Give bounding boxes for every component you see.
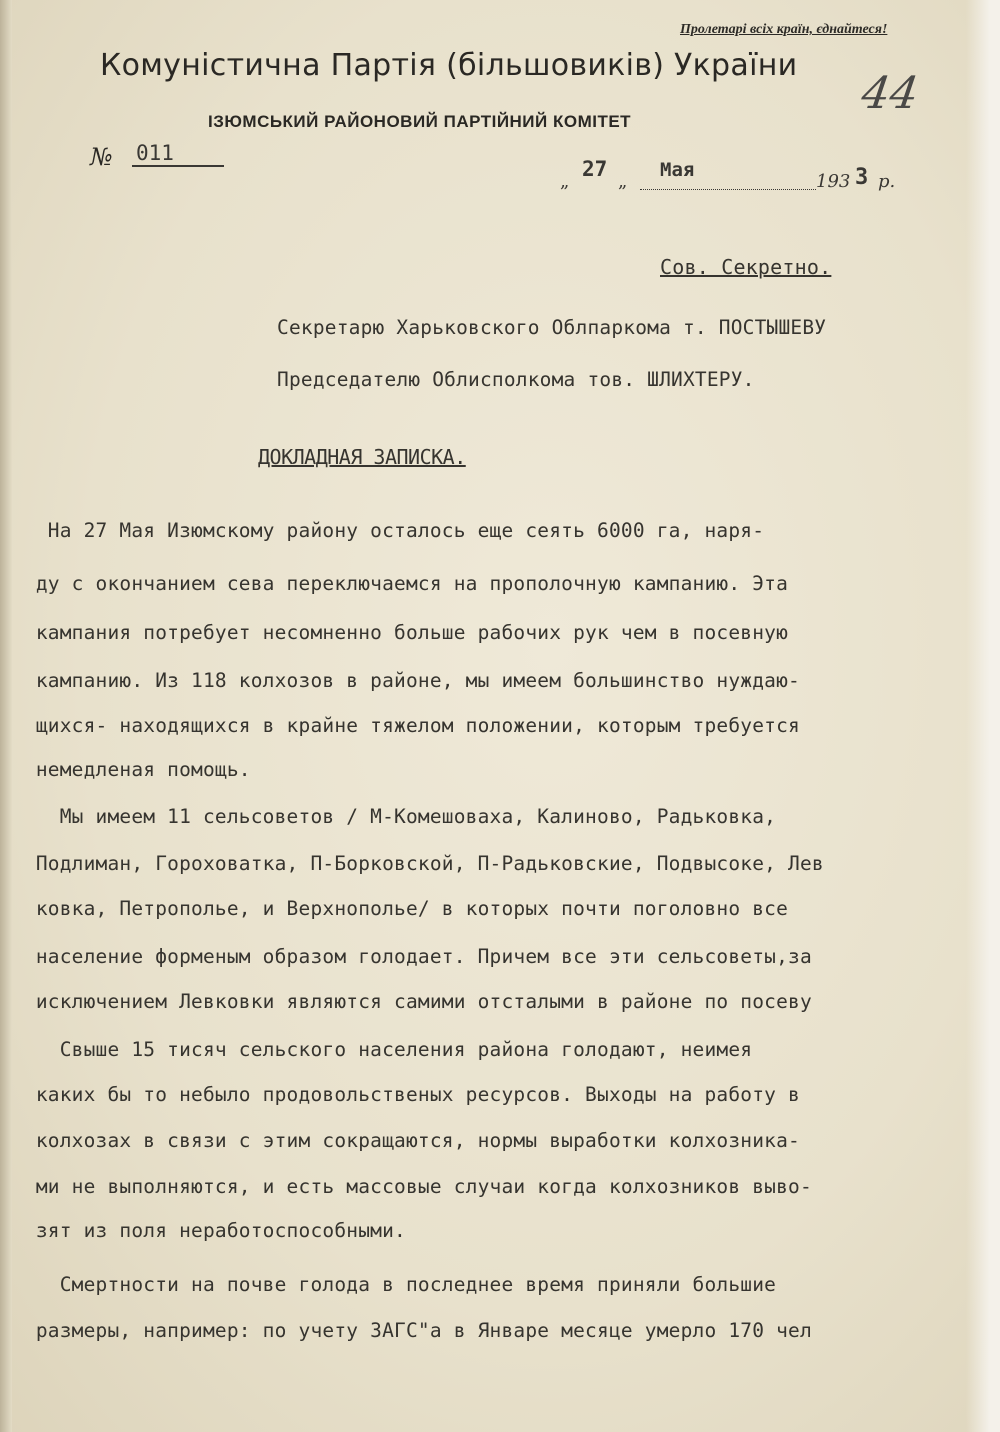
date-rule	[640, 189, 816, 190]
year-letter: р.	[878, 171, 896, 192]
date-day: 27	[582, 157, 608, 181]
slogan: Пролетарі всіх країн, єднайтеся!	[680, 22, 888, 37]
body-line: немедленая помощь.	[0, 758, 251, 781]
folio-number: 44	[858, 68, 922, 119]
number-label: №	[90, 143, 113, 171]
date-year-digit: 3	[855, 165, 869, 190]
body-line: Свыше 15 тисяч сельского населения района голодают, неимея	[0, 1038, 753, 1061]
date-line	[560, 157, 900, 197]
body-line: каких бы то небыло продовольственых ресурсов. Выходы на работу в	[0, 1083, 800, 1106]
party-name: Комуністична Партія (більшовиків) України	[100, 48, 798, 83]
classification-mark: Сов. Секретно.	[660, 255, 832, 279]
date-month: Мая	[660, 159, 695, 181]
body-line: колхозах в связи с этим сокращаются, нормы выработки колхозника-	[0, 1129, 800, 1152]
body-line: Подлиман, Гороховатка, П-Борковской, П-Радьковские, Подвысоке, Лев	[0, 852, 824, 875]
body-line: зят из поля неработоспособными.	[0, 1219, 406, 1242]
body-line: Мы имеем 11 сельсоветов / М-Комешоваха, Калиново, Радьковка,	[0, 805, 777, 828]
body-line: кампания потребует несомненно больше рабочих рук чем в посевную	[0, 621, 789, 644]
document-number: 011	[132, 141, 224, 167]
body-line: размеры, например: по учету ЗАГС"а в Январе месяце умерло 170 чел	[0, 1319, 812, 1342]
body-line: исключением Левковки являются самими отсталыми в районе по посеву	[0, 990, 812, 1013]
body-line: Смертности на почве голода в последнее время приняли большие	[0, 1273, 777, 1296]
close-quote-mark: „	[618, 171, 628, 192]
addressee-line-1: Секретарю Харьковского Облпаркома т. ПОСТЫШЕВУ	[277, 316, 827, 339]
body-line: щихся- находящихся в крайне тяжелом положении, которым требуется	[0, 714, 800, 737]
document-title: ДОКЛАДНАЯ ЗАПИСКА.	[258, 445, 466, 469]
addressee-line-2: Председателю Облисполкома тов. ШЛИХТЕРУ.	[277, 368, 755, 391]
body-line: ковка, Петрополье, и Верхнополье/ в которых почти поголовно все	[0, 897, 789, 920]
open-quote-mark: „	[560, 171, 570, 192]
body-line: население форменым образом голодает. Причем все эти сельсоветы,за	[0, 945, 812, 968]
committee-name: ІЗЮМСЬКИЙ РАЙОНОВИЙ ПАРТІЙНИЙ КОМІТЕТ	[208, 112, 632, 131]
date-year: 193	[816, 171, 851, 192]
body-line: На 27 Мая Изюмскому району осталось еще сеять 6000 га, наря-	[0, 519, 765, 542]
body-line: ду с окончанием сева переключаемся на прополочную кампанию. Эта	[0, 572, 789, 595]
body-line: ми не выполняются, и есть массовые случаи когда колхозников выво-	[0, 1175, 812, 1198]
body-line: кампанию. Из 118 колхозов в районе, мы имеем большинство нуждаю-	[0, 669, 800, 692]
